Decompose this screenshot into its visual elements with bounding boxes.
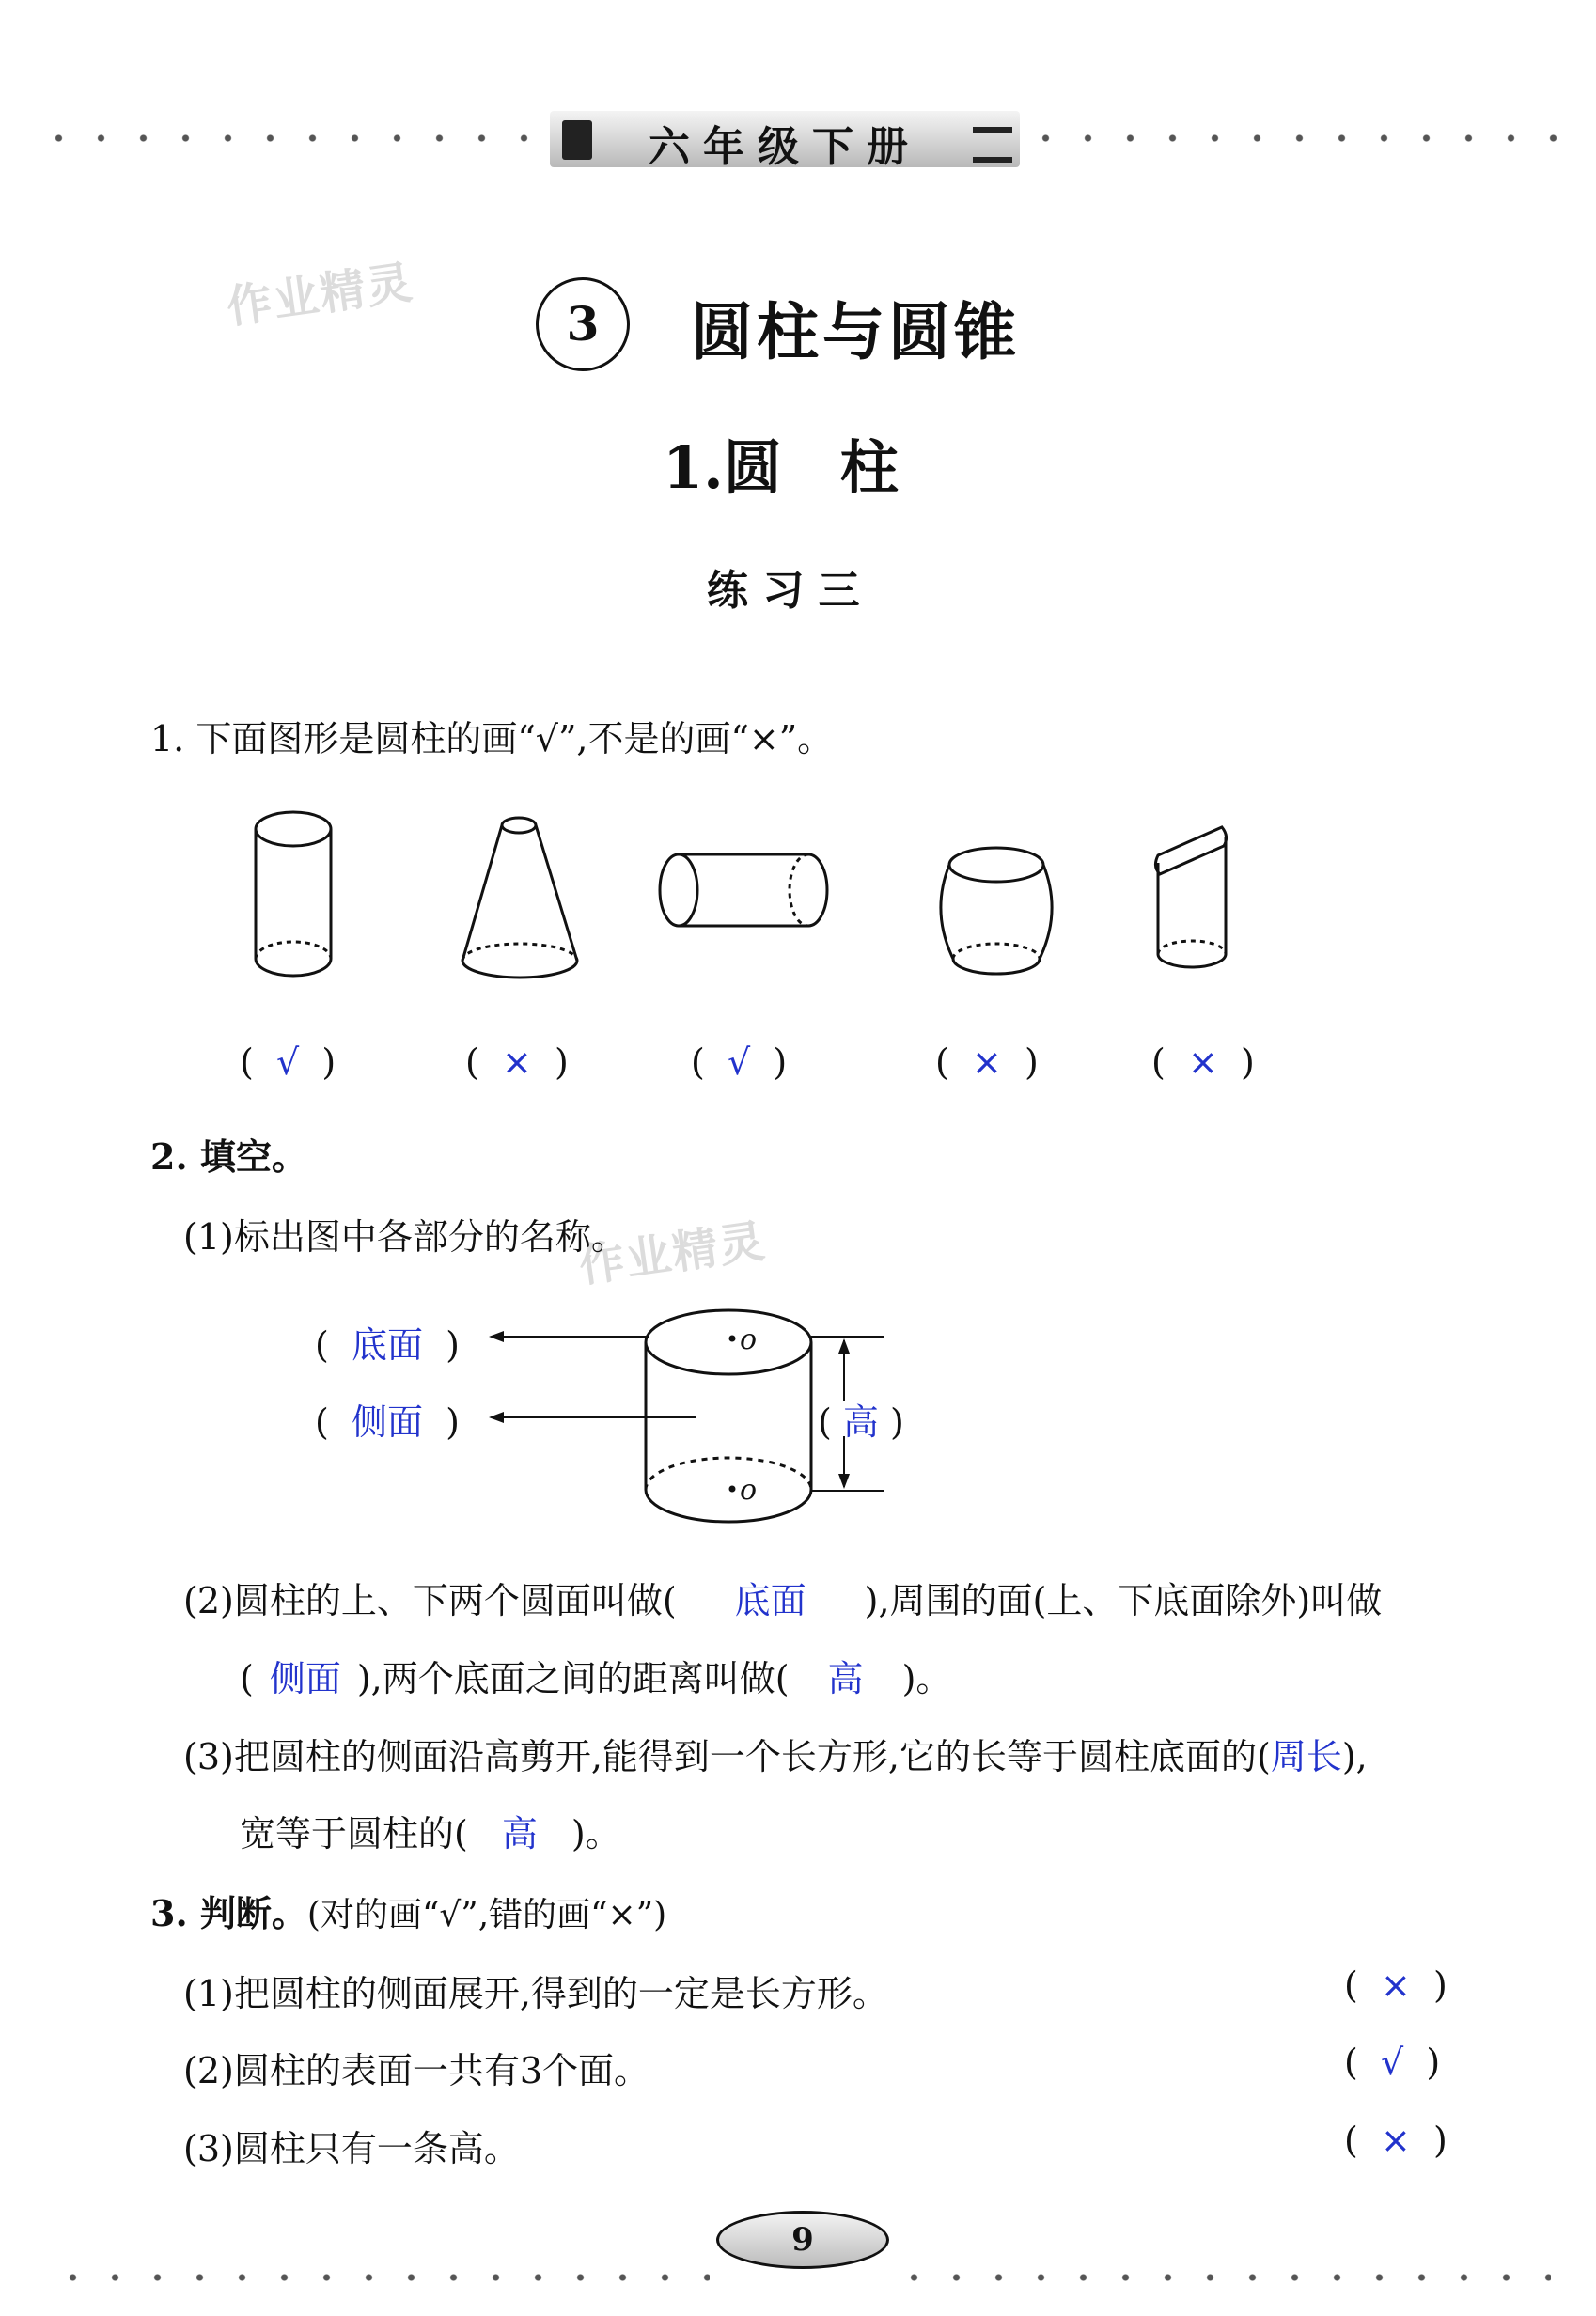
exercise-title: 练 习 三 (707, 567, 860, 615)
q1-shapes (0, 799, 1316, 987)
blank-width-height[interactable]: 高 (501, 1813, 538, 1854)
shape-barrel (941, 848, 1052, 974)
cylinder-diagram (470, 1297, 902, 1541)
book-icon (562, 120, 592, 160)
blank-circumference[interactable]: 周长 (1270, 1736, 1342, 1777)
shape-cone (462, 818, 577, 978)
center-label-top: o (740, 1323, 758, 1356)
q3-answer-3[interactable]: ( × ) (1344, 2120, 1447, 2161)
q2-sub3-line2: 宽等于圆柱的( 高 )。 (240, 1805, 621, 1856)
q1-answer-5[interactable]: ( × ) (1151, 1041, 1255, 1083)
header-title: 六年级下册 (649, 123, 921, 171)
q1-answer-1[interactable]: ( √ ) (240, 1041, 336, 1083)
shape-slanted-cylinder (1155, 827, 1226, 967)
chapter-title: 圆柱与圆锥 (691, 296, 1020, 368)
q1-answer-2[interactable]: ( × ) (465, 1041, 569, 1083)
q2-sub2-line2: ( 侧面 ),两个底面之间的距离叫做( 高 )。 (240, 1650, 951, 1701)
chapter-number: 3 (566, 296, 600, 352)
q2-sub3-line1: (3)把圆柱的侧面沿高剪开,能得到一个长方形,它的长等于圆柱底面的(周长), (183, 1736, 1368, 1777)
pen-icon (973, 127, 1012, 163)
q3-answer-1[interactable]: ( × ) (1344, 1964, 1447, 2006)
shape-cylinder (256, 812, 331, 976)
header-dots-left (38, 133, 545, 143)
q3-item-3: (3)圆柱只有一条高。 (183, 2128, 520, 2169)
page-number: 9 (791, 2221, 814, 2259)
shape-horizontal-cylinder (660, 854, 827, 926)
footer-dots-left (52, 2273, 710, 2282)
q1-text: 1. 下面图形是圆柱的画“√”,不是的画“×”。 (150, 718, 834, 759)
q3-text: 3. 判断。(对的画“√”,错的画“×”) (150, 1892, 667, 1934)
q2-sub1: (1)标出图中各部分的名称。 (183, 1216, 627, 1258)
blank-height[interactable]: 高 (827, 1658, 864, 1699)
q1-answer-3[interactable]: ( √ ) (691, 1041, 788, 1083)
label-bottom-face[interactable]: ( 底面 ) (315, 1324, 460, 1366)
q2-text: 2. 填空。 (150, 1135, 307, 1178)
label-height[interactable]: ( 高 ) (818, 1401, 904, 1443)
blank-bottom-face[interactable]: 底面 (734, 1580, 806, 1621)
q3-item-2: (2)圆柱的表面一共有3个面。 (183, 2050, 650, 2091)
q1-answer-4[interactable]: ( × ) (935, 1041, 1039, 1083)
footer-dots-right (893, 2273, 1551, 2282)
section-title: 1.圆 柱 (663, 433, 899, 502)
q2-sub2-line1: (2)圆柱的上、下两个圆面叫做( 底面 ),周围的面(上、下底面除外)叫做 (183, 1572, 1382, 1623)
header-dots-right (1025, 133, 1560, 143)
q3-item-1: (1)把圆柱的侧面展开,得到的一定是长方形。 (183, 1973, 888, 2014)
label-side-face[interactable]: ( 侧面 ) (315, 1401, 460, 1443)
center-label-bottom: o (740, 1474, 758, 1507)
q3-answer-2[interactable]: ( √ ) (1344, 2042, 1441, 2083)
chapter-number-circle (536, 277, 630, 371)
blank-side-face[interactable]: 侧面 (269, 1658, 341, 1699)
watermark: 作业精灵 (223, 256, 417, 335)
page-number-badge (716, 2211, 889, 2269)
watermark: 作业精灵 (575, 1214, 770, 1293)
